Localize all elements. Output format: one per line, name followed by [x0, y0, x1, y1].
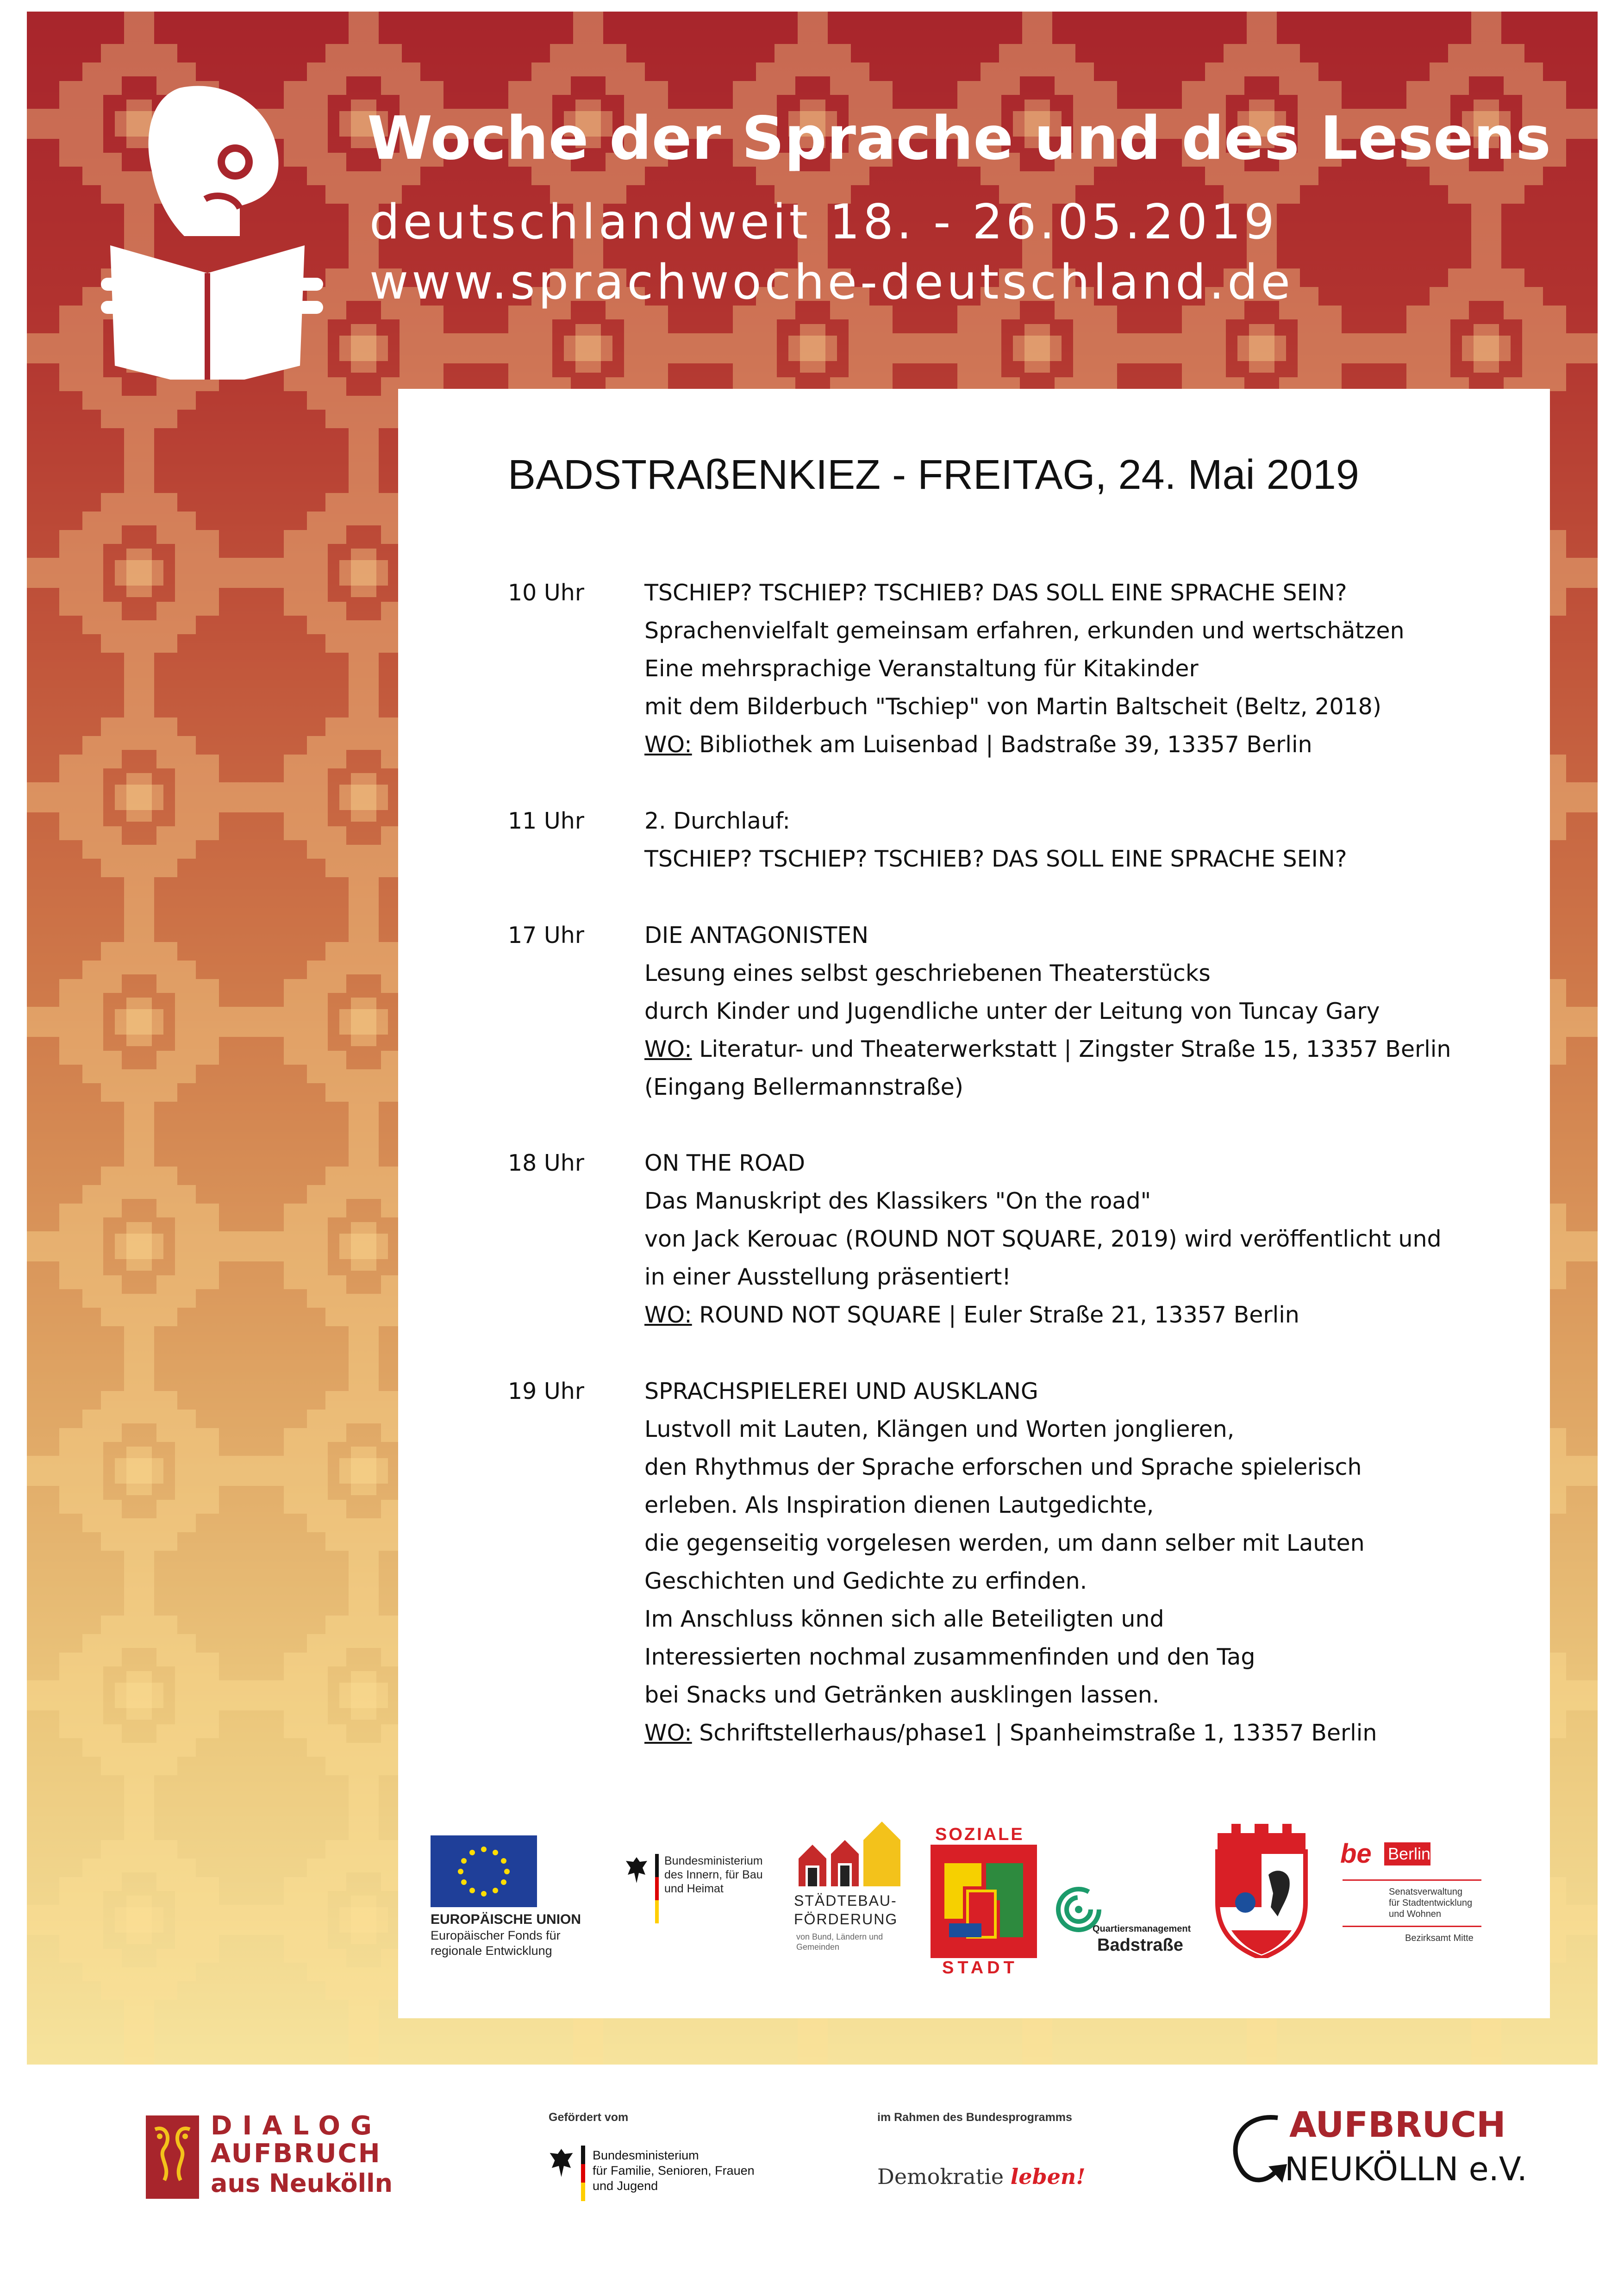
bmi-label-line: und Heimat	[664, 1882, 724, 1895]
eu-flag-icon	[431, 1835, 537, 1907]
be-mark: be	[1340, 1839, 1372, 1869]
event-line: durch Kinder und Jugendliche unter der Leitung von Tuncay Gary	[644, 998, 1380, 1024]
event-line: (Eingang Bellermannstraße)	[644, 1074, 963, 1100]
event-line: in einer Ausstellung präsentiert!	[644, 1264, 1011, 1290]
dialog-aufbruch: AUFBRUCH	[211, 2139, 381, 2169]
gefoerdert-label: Gefördert vom	[549, 2111, 629, 2124]
location-text: Bibliothek am Luisenbad | Badstraße 39, 13357 Berlin	[692, 731, 1312, 758]
leben-text: leben!	[1010, 2164, 1086, 2189]
location-text: Schriftstellerhaus/phase1 | Spanheimstraße 1, 13357 Berlin	[692, 1720, 1377, 1746]
eu-label: EUROPÄISCHE UNION	[431, 1912, 581, 1927]
berlin-badge-text: Berlin	[1388, 1844, 1431, 1863]
event-location	[644, 1030, 1524, 1068]
staedtebau-label: FÖRDERUNG	[794, 1911, 898, 1928]
event-line: DIE ANTAGONISTEN	[644, 922, 868, 948]
berlin-label-line: für Stadtentwicklung	[1389, 1898, 1473, 1908]
eu-label-line: Europäischer Fonds für	[431, 1928, 561, 1942]
bezirksamt-label: Bezirksamt Mitte	[1405, 1933, 1474, 1943]
event-line: Das Manuskript des Klassikers "On the road"	[644, 1188, 1151, 1214]
header-dates: deutschlandweit 18. - 26.05.2019	[369, 194, 1278, 250]
staedtebau-sub: Gemeinden	[796, 1942, 840, 1952]
event-line: 2. Durchlauf:	[644, 808, 790, 834]
aufbruch-neukoelln: NEUKÖLLN e.V.	[1285, 2150, 1528, 2188]
event-line: TSCHIEP? TSCHIEP? TSCHIEB? DAS SOLL EINE SPRACHE SEIN?	[644, 846, 1347, 872]
qm-label: Badstraße	[1097, 1935, 1183, 1955]
event-line: bei Snacks und Getränken ausklingen lassen.	[644, 1682, 1160, 1708]
berlin-badge	[1384, 1842, 1430, 1866]
event-time: 18 Uhr	[508, 1150, 584, 1176]
event-line: Sprachenvielfalt gemeinsam erfahren, erkunden und wertschätzen	[644, 618, 1405, 644]
event-time: 11 Uhr	[508, 808, 584, 834]
german-eagle-icon	[549, 2148, 574, 2180]
demokratie-leben-logo	[877, 2164, 1086, 2189]
event-line: Eine mehrsprachige Veranstaltung für Kitakinder	[644, 655, 1199, 682]
german-eagle-icon	[625, 1856, 648, 1886]
soziale-stadt-logo	[931, 1845, 1037, 1958]
wo-label: WO:	[644, 731, 692, 758]
wo-label: WO:	[644, 1720, 692, 1746]
header-title: Woche der Sprache und des Lesens	[367, 104, 1551, 173]
location-text: Literatur- und Theaterwerkstatt | Zingster Straße 15, 13357 Berlin	[692, 1036, 1451, 1062]
event-location	[644, 726, 1524, 764]
wo-label: WO:	[644, 1036, 692, 1062]
event-line: die gegenseitig vorgelesen werden, um dann selber mit Lauten	[644, 1530, 1365, 1556]
bmfsfj-line: Bundesministerium	[593, 2148, 699, 2162]
dialog-neukoelln: aus Neukölln	[211, 2169, 393, 2198]
aufbruch-arrow-icon	[1222, 2109, 1292, 2194]
event-time: 10 Uhr	[508, 580, 584, 606]
reading-figure-logo	[101, 83, 323, 380]
berlin-label-line: und Wohnen	[1389, 1909, 1442, 1919]
event-body	[644, 574, 1524, 764]
bmfsfj-label	[593, 2148, 755, 2194]
german-flag-bar	[655, 1854, 659, 1923]
event-body	[644, 802, 1524, 878]
event-line: den Rhythmus der Sprache erforschen und Sprache spielerisch	[644, 1454, 1362, 1480]
event-line: Lesung eines selbst geschriebenen Theaterstücks	[644, 960, 1211, 986]
event-body	[644, 1373, 1524, 1752]
soziale-stadt-label: SOZIALE	[935, 1825, 1024, 1844]
event-line: Lustvoll mit Lauten, Klängen und Worten jonglieren,	[644, 1416, 1235, 1442]
event-line: Interessierten nochmal zusammenfinden und den Tag	[644, 1644, 1255, 1670]
wo-label: WO:	[644, 1302, 692, 1328]
poster-background	[27, 12, 1598, 2065]
day-title: BADSTRAßENKIEZ - FREITAG, 24. Mai 2019	[508, 452, 1359, 498]
event-line: von Jack Kerouac (ROUND NOT SQUARE, 2019) wird veröffentlicht und	[644, 1226, 1442, 1252]
event-line: TSCHIEP? TSCHIEP? TSCHIEB? DAS SOLL EINE SPRACHE SEIN?	[644, 580, 1347, 606]
bmfsfj-line: für Familie, Senioren, Frauen	[593, 2164, 755, 2177]
divider	[1343, 1879, 1481, 1881]
event-line: Im Anschluss können sich alle Beteiligten und	[644, 1606, 1164, 1632]
event-location	[644, 1714, 1524, 1752]
staedtebau-label: STÄDTEBAU-	[794, 1892, 897, 1909]
event-line: ON THE ROAD	[644, 1150, 806, 1176]
demokratie-text: Demokratie	[877, 2164, 1004, 2189]
bundesprogramm-label: im Rahmen des Bundesprogramms	[877, 2111, 1072, 2124]
event-location	[644, 1296, 1524, 1334]
dialog-title: DIALOG	[211, 2111, 382, 2141]
staedtebau-sub: von Bund, Ländern und	[796, 1932, 883, 1941]
dialog-faces-logo	[146, 2115, 199, 2199]
mitte-coat-of-arms-icon	[1213, 1824, 1310, 1960]
header-url[interactable]: www.sprachwoche-deutschland.de	[369, 255, 1294, 310]
event-time: 17 Uhr	[508, 922, 584, 948]
staedtebau-houses-icon	[794, 1822, 900, 1889]
location-text: ROUND NOT SQUARE | Euler Straße 21, 13357 Berlin	[692, 1302, 1299, 1328]
event-line: erleben. Als Inspiration dienen Lautgedichte,	[644, 1492, 1154, 1518]
event-time: 19 Uhr	[508, 1378, 584, 1404]
qm-label: Quartiersmanagement	[1093, 1924, 1191, 1934]
berlin-label-line: Senatsverwaltung	[1389, 1887, 1462, 1897]
bmi-label-line: des Innern, für Bau	[664, 1868, 763, 1881]
event-line: Geschichten und Gedichte zu erfinden.	[644, 1568, 1087, 1594]
soziale-stadt-label: STADT	[942, 1958, 1018, 1978]
divider	[1343, 1926, 1481, 1927]
event-body	[644, 917, 1524, 1106]
sponsor-logos	[398, 1822, 1550, 1988]
bmfsfj-line: und Jugend	[593, 2179, 658, 2193]
german-flag-bar	[581, 2146, 585, 2201]
event-line: mit dem Bilderbuch "Tschiep" von Martin Baltscheit (Beltz, 2018)	[644, 693, 1381, 720]
event-line: SPRACHSPIELEREI UND AUSKLANG	[644, 1378, 1038, 1404]
event-body	[644, 1144, 1524, 1334]
program-card	[398, 389, 1550, 2018]
aufbruch-title: AUFBRUCH	[1289, 2104, 1506, 2145]
bmi-label-line: Bundesministerium	[664, 1854, 763, 1867]
eu-label-line: regionale Entwicklung	[431, 1944, 552, 1958]
